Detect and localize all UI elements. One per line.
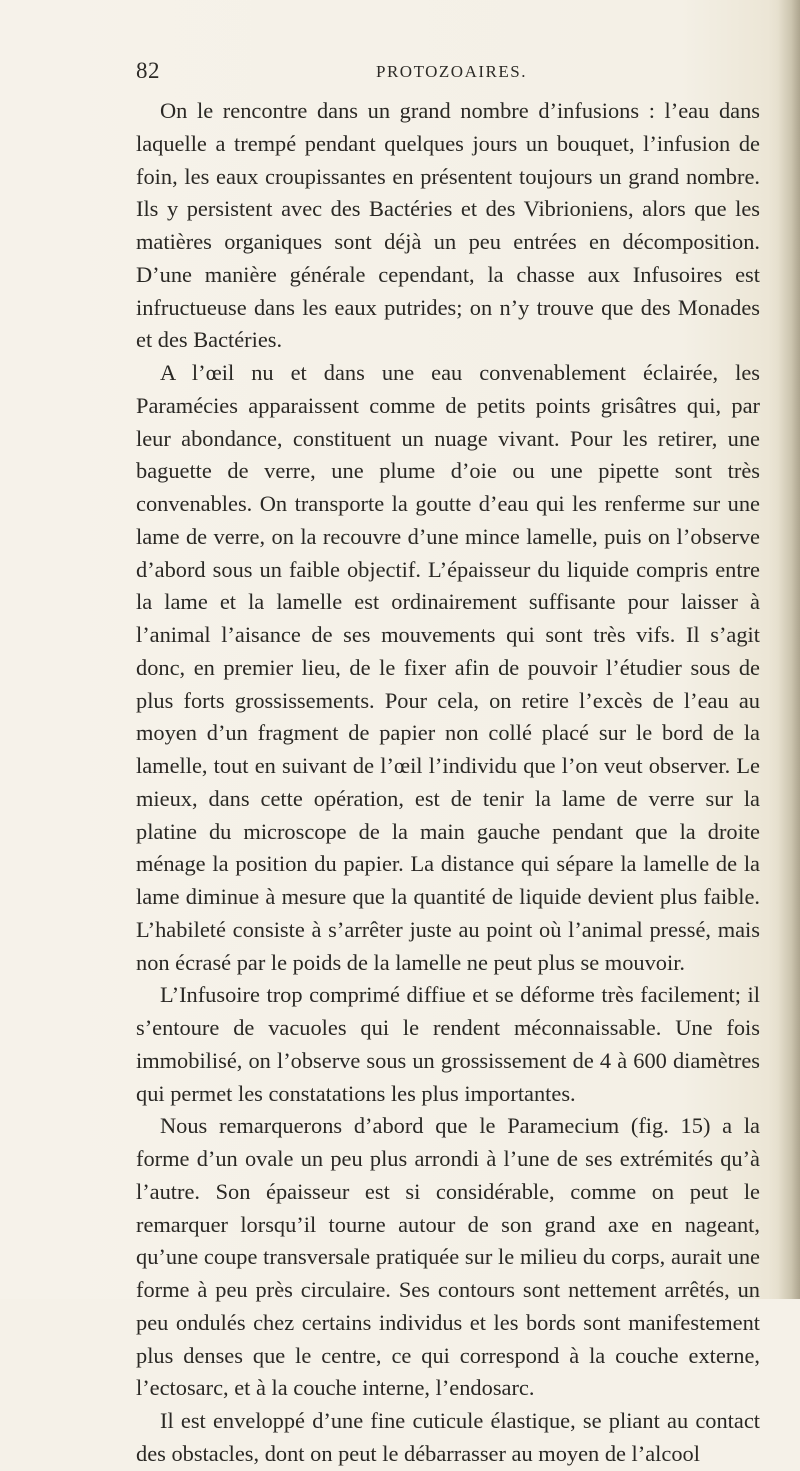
running-title: PROTOZOAIRES. [376, 62, 527, 81]
page-number: 82 [136, 58, 160, 83]
paragraph-1: On le rencontre dans un grand nombre d’infusions : l’eau dans laquelle a trempé pendant quelques jours un bouquet, l’infusion de foin, les eaux croupissantes en présentent toujours un grand nombre. Ils y persistent avec des Bactéries et des Vibrioniens, alors que les matières organiques sont déjà un peu entrées en décomposition. D’une manière générale cependant, la chasse aux Infusoires est infructueuse dans les eaux putrides; on n’y trouve que des Monades et des Bactéries. [136, 98, 760, 353]
page-header [136, 58, 736, 92]
paragraph-2: A l’œil nu et dans une eau convenablement éclairée, les Paramécies apparaissent comme de petits points grisâtres qui, par leur abondance, constituent un nuage vivant. Pour les retirer, une baguette de verre, une plume d’oie ou une pipette sont très convenables. On transporte la goutte d’eau qui les renferme sur une lame de verre, on la recouvre d’une mince lamelle, puis on l’observe d’abord sous un faible objectif. L’épaisseur du liquide compris entre la lame et la lamelle est ordinairement suffisante pour laisser à l’animal l’aisance de ses mouvements qui sont très vifs. Il s’agit donc, en premier lieu, de le fixer afin de pouvoir l’étudier sous de plus forts grossissements. Pour cela, on retire l’excès de l’eau au moyen d’un fragment de papier non collé placé sur le bord de la lamelle, tout en suivant de l’œil l’individu que l’on veut observer. Le mieux, dans cette opération, est de tenir la lame de verre sur la platine du microscope de la main gauche pendant que la droite ménage la position du papier. La distance qui sépare la lamelle de la lame diminue à mesure que la quantité de liquide devient plus faible. L’habileté consiste à s’arrêter juste au point où l’animal pressé, mais non écrasé par le poids de la lamelle ne peut plus se mouvoir. [136, 360, 760, 975]
paragraph-5: Il est enveloppé d’une fine cuticule élastique, se pliant au contact des obstacles, dont on peut le débarrasser au moyen de l’alcool [136, 1408, 760, 1466]
paragraph-4: Nous remarquerons d’abord que le Paramecium (fig. 15) a la forme d’un ovale un peu plus arrondi à l’une de ses extrémités qu’à l’autre. Son épaisseur est si considérable, comme on peut le remarquer lorsqu’il tourne autour de son grand axe en nageant, qu’une coupe transversale pratiquée sur le milieu du corps, aurait une forme à peu près circulaire. Ses contours sont nettement arrêtés, un peu ondulés chez certains individus et les bords sont manifestement plus denses que le centre, ce qui correspond à la couche externe, l’ectosarc, et à la couche interne, l’endosarc. [136, 1113, 760, 1401]
body-text [136, 95, 760, 1471]
page-edge-shadow [778, 0, 800, 1299]
paragraph-3: L’Infusoire trop comprimé diffiue et se déforme très facilement; il s’entoure de vacuoles qui le rendent méconnaissable. Une fois immobilisé, on l’observe sous un grossissement de 4 à 600 diamètres qui permet les constatations les plus importantes. [136, 982, 760, 1106]
